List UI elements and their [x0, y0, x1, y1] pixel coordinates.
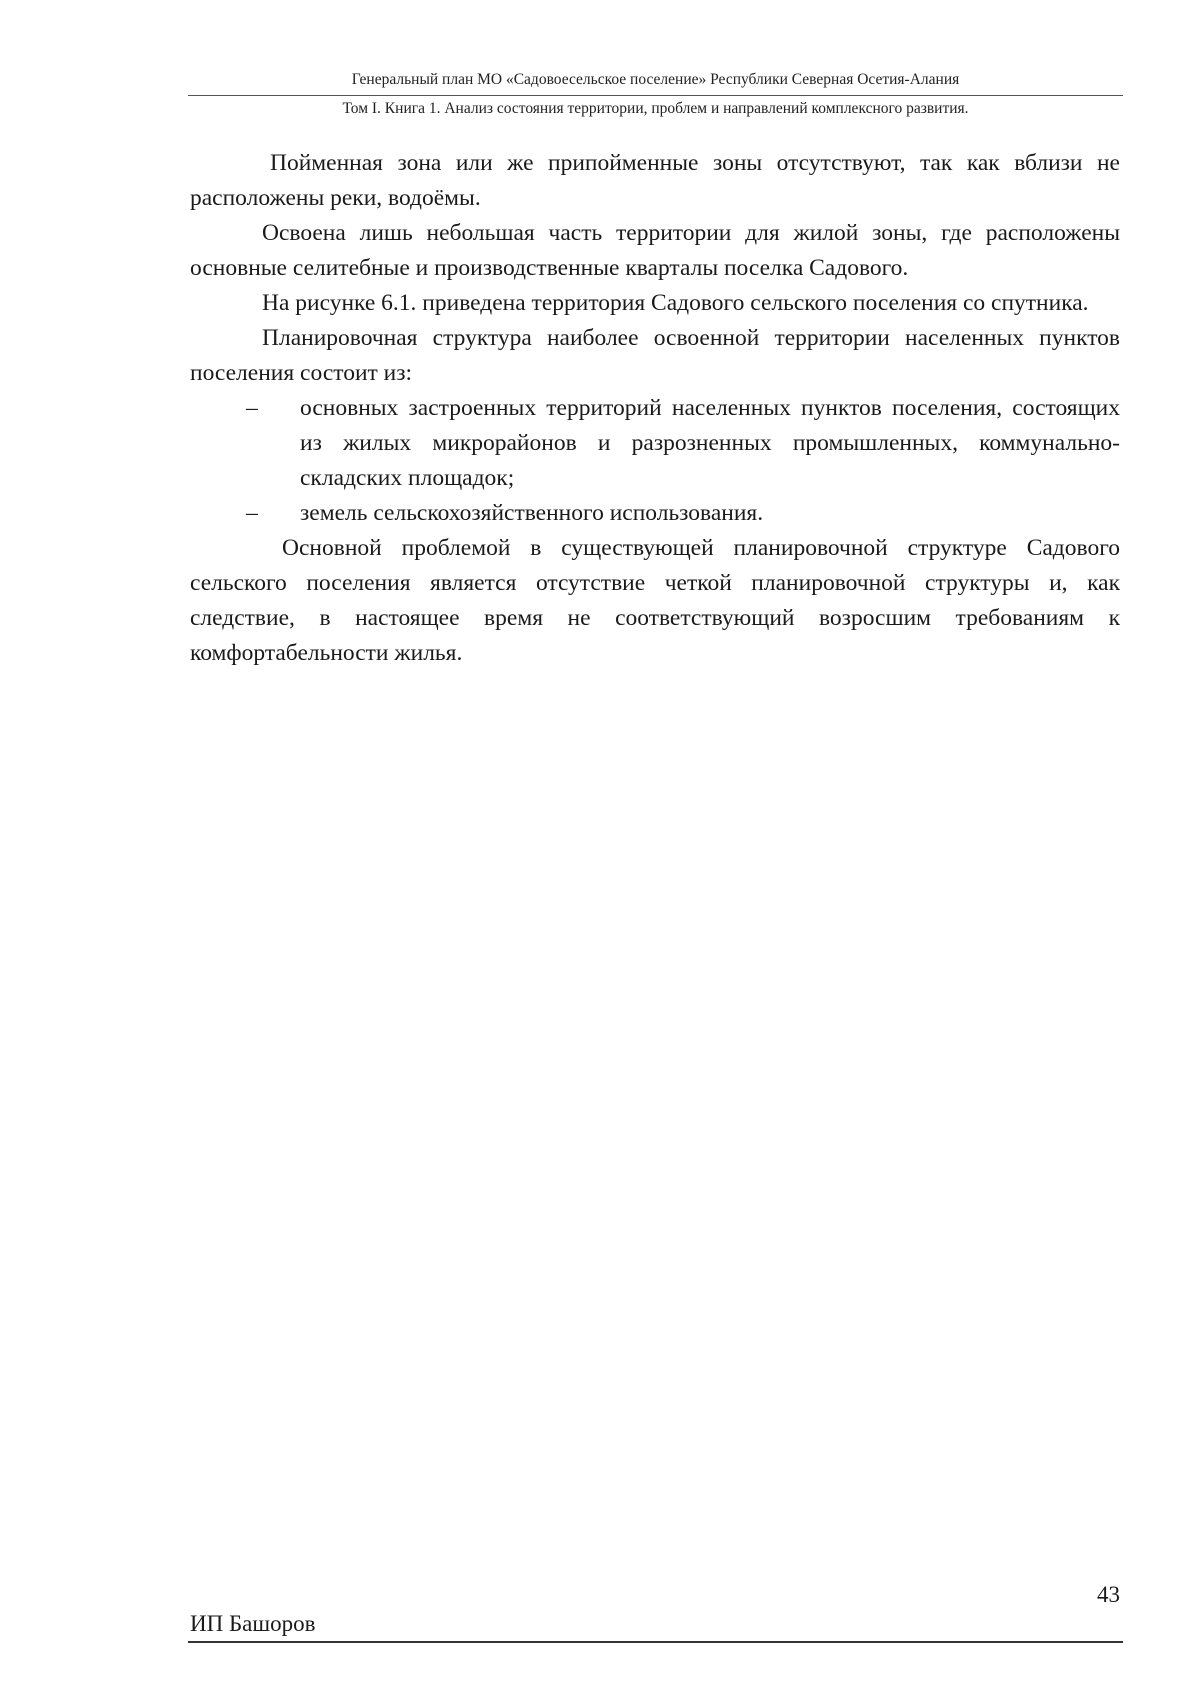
paragraph-planning-structure: Планировочная структура наиболее освоенной территории населенных пунктов поселения состоит из: [190, 325, 1120, 386]
footer-divider [188, 1641, 1123, 1643]
paragraph-figure-reference: На рисунке 6.1. приведена территория Садового сельского поселения со спутника. [262, 290, 1089, 316]
header-subtitle-line: Том I. Книга 1. Анализ состояния территории, проблем и направлений комплексного развития. [342, 100, 969, 117]
footer-organization: ИП Башоров [190, 1611, 316, 1636]
page-number: 43 [1097, 1582, 1120, 1607]
paragraph-main-problem: Основной проблемой в существующей планировочной структуре Садового сельского поселения является отсутствие четкой планировочной структуры и, как следствие, в настоящее время не соответствующий возросшим требованиям к комфортабельности жилья. [190, 535, 1120, 666]
list-item [190, 496, 1120, 531]
header-title-line: Генеральный план МО «Садовоесельское поселение» Республики Северная Осетия-Алания [351, 71, 960, 88]
list-item [190, 391, 1120, 496]
paragraph-developed-area: Освоена лишь небольшая часть территории для жилой зоны, где расположены основные селитебные и производственные кварталы поселка Садового. [190, 220, 1120, 281]
paragraph-floodplain: Пойменная зона или же припойменные зоны отсутствуют, так как вблизи не расположены реки, водоёмы. [190, 150, 1120, 211]
header-divider [188, 95, 1123, 96]
list-dash-marker: – [246, 500, 258, 526]
planning-structure-list [190, 391, 1120, 531]
list-dash-marker: – [246, 395, 258, 421]
running-header [188, 70, 1123, 90]
list-item-text: земель сельскохозяйственного использования. [300, 500, 764, 526]
body-text [190, 146, 1120, 671]
list-item-text: основных застроенных территорий населенных пунктов поселения, состоящих из жилых микрорайонов и разрозненных промышленных, коммунально-складских площадок; [300, 395, 1120, 491]
